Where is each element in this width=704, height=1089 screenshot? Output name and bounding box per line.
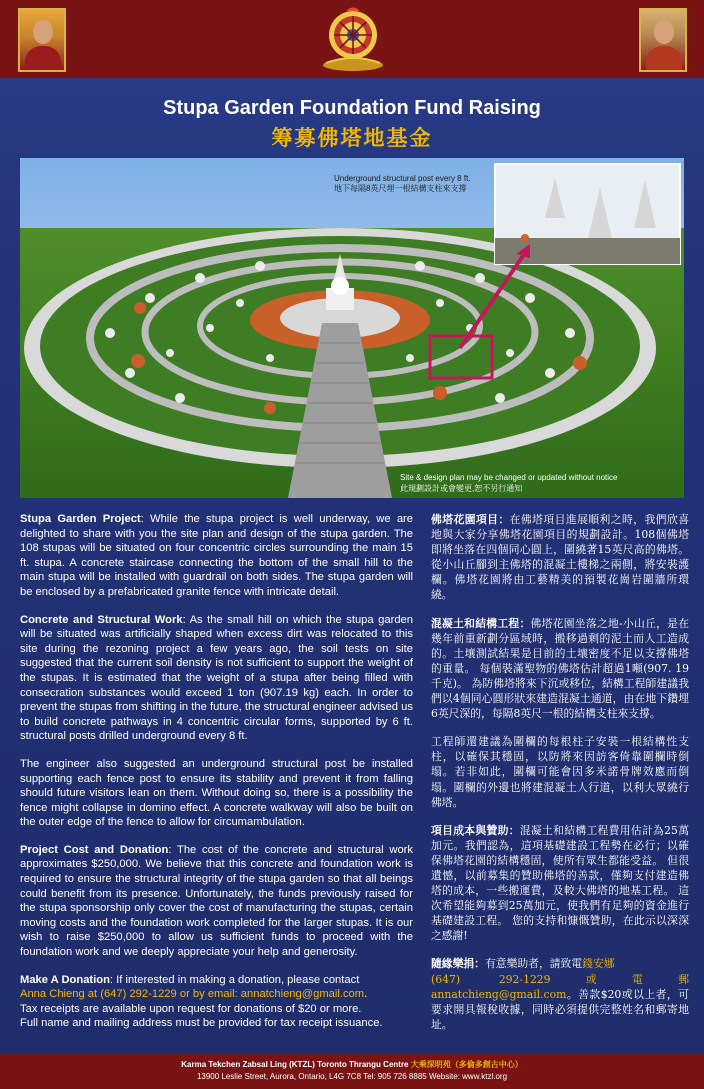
paragraph-heading: Stupa Garden Project <box>20 513 141 525</box>
project-cost-paragraph-zh <box>431 823 689 944</box>
paragraph-body: : As the small hill on which the stupa garden will be situated was artificially shaped when excess dirt was relocated to this site during the rezoning project a few years ago, the soil tests on site suggested that the current soil density is not sufficient to support the weight of the stupas. It is estimated that the weight of a stupa after being filled with consecration substances would exceed 1 ton (907.19 kg) each. In order to prevent the stupas from shifting in the future, the structural engineer advised us to build concrete pathways in 4 concentric circular forms, supported by 6 ft. structural posts drilled underground every 8 ft. <box>20 613 413 743</box>
dharma-wheel-emblem-icon <box>316 5 390 73</box>
contact-name-zh: 錢安娜 <box>582 957 615 971</box>
engineer-suggestion-paragraph-zh <box>431 734 689 809</box>
paragraph-heading: Project Cost and Donation <box>20 843 169 856</box>
footer-address: 13900 Leslie Street, Aurora, Ontario, L4G 7C8 Tel: 905 726 8885 Website: www.ktzl.org <box>196 1072 508 1081</box>
make-donation-paragraph-zh <box>431 956 689 1031</box>
stupa-garden-illustration <box>20 158 684 498</box>
paragraph-heading: 隨緣樂捐： <box>431 957 485 971</box>
paragraph-body: The engineer also suggested an underground structural post be installed supporting each fence post to ensure its stability and prevent it from falling should future visitors lean on them. Without doing so, there is a possibility the fence might collapse in domino effect. A concrete walkway will also be built on the outer edge of the fence to allow for circumambulation. <box>20 757 413 829</box>
concrete-structural-paragraph <box>20 613 413 744</box>
paragraph-heading: 佛塔花園項目： <box>431 513 510 526</box>
paragraph-heading: Make A Donation <box>20 973 110 986</box>
tax-receipt-note: Tax receipts are available upon request for donations of $20 or more. <box>20 1002 362 1015</box>
paragraph-body: : The cost of the concrete and structural work approximates $250,000. We believe that this concrete and foundation work is required to ensure the structural integrity of the stupa garden so that all beings could benefit from its presence. Unfortunately, the funds previously raised for the stupa sponsorship only cover the cost of manufacturing the stupas, certain moving costs and the foundation work completed for the larger stupas. It is our wish to raise $250,000 to allow us sufficient funds to proceed with the foundation work and we deeply appreciate your help and generosity. <box>20 843 413 959</box>
site-plan-disclaimer <box>400 472 617 494</box>
disclaimer-zh: 此規劃設計或會變更,恕不另行通知 <box>400 484 523 493</box>
organization-name-zh: 大乘深明苑（多倫多創古中心） <box>410 1060 523 1069</box>
tax-receipt-note-zh: 善款$20或以上者，可要求開具報稅收據，同時必須提供完整姓名和郵寄地址。 <box>431 987 690 1031</box>
disclaimer-en: Site & design plan may be changed or updated without notice <box>400 473 618 482</box>
concrete-structural-paragraph-zh <box>431 616 689 722</box>
punctuation: 。 <box>566 987 579 1001</box>
structural-post-note-zh: 地下每隔8英尺埋一根結構支柱來支撐 <box>334 184 467 193</box>
structural-post-note-en: Underground structural post every 8 ft. <box>334 174 471 183</box>
header-bar <box>0 0 704 78</box>
english-column <box>20 512 413 1044</box>
project-cost-paragraph <box>20 843 413 960</box>
paragraph-body: 混凝土和結構工程費用估計為25萬加元。我們認為，這項基礎建設工程勢在必行；以確保佛塔花園的結構穩固，使所有眾生都能受益。 但很遺憾，以前募集的贊助佛塔的善款，僅夠支付建造佛塔的成本，一些搬運費，及較大佛塔的地基工程。 這次希望能夠募到25萬加元，使我們有足夠的資金進行基礎建設工程。 您的支持和慷慨贊助，在此示以深深之感謝! <box>431 823 689 943</box>
paragraph-heading: Concrete and Structural Work <box>20 613 183 626</box>
paragraph-body: 在佛塔項目進展順利之時，我們欣喜地與大家分享佛塔花園項目的規劃設計。108個佛塔即將坐落在四個同心圓上，圍繞著15英尺高的佛塔。從小山丘腳到主佛塔的混凝土樓梯之兩側，將安裝護欄。佛塔花園將由工藝精美的預製花崗岩圍牆所環繞。 <box>431 513 689 602</box>
donation-contact: Anna Chieng at (647) 292-1229 or by email: annatchieng@gmail.com <box>20 988 365 1001</box>
footer-organization <box>0 1059 704 1070</box>
organization-name: Karma Tekchen Zabsal Ling (KTZL) Toronto Thrangu Centre <box>181 1060 409 1069</box>
page-title: Stupa Garden Foundation Fund Raising <box>163 97 541 119</box>
paragraph-body: 佛塔花園坐落之地-小山丘，是在幾年前重新劃分區域時，搬移過剩的泥土而人工造成的。土壤測試結果是目前的土壤密度不足以支撐佛塔的重量。 每個裝滿聖物的佛塔估計超過1噸(907. 19千克)。 為防佛塔將來下沉或移位，結構工程師建議我們以4個同心圓形狀來建造混凝土通道，由在地下鑽埋6英尺深的，每隔8英尺一根的結構支柱來支撐。 <box>431 616 689 721</box>
engineer-suggestion-paragraph <box>20 757 413 830</box>
make-donation-paragraph <box>20 973 413 1031</box>
paragraph-body: : If interested in making a donation, please contact <box>109 973 360 986</box>
stupa-garden-project-paragraph <box>20 512 413 600</box>
paragraph-body: : While the stupa project is well underway, we are delighted to share with you the site plan and design of the stupa garden. The 108 stupas will be situated on four concentric circles surrounding the main 15 ft. stupa. A concrete staircase connecting the bottom of the small hill to the main stupa will be installed with guardrail on both sides. The stupa garden will be enclosed by a prefabricated granite fence with intricate detail. <box>20 513 413 598</box>
tax-receipt-requirement: Full name and mailing address must be provided for tax receipt issuance. <box>20 1017 383 1030</box>
stupa-garden-project-paragraph-zh <box>431 512 689 603</box>
paragraph-body: 工程師還建議為圍欄的每根柱子安裝一根結構性支柱，以確保其穩固，以防將來因訪客倚靠圍欄時倒塌。若非如此，圍欄可能會因多米諾骨牌效應而倒塌。圍欄的外邊也將建混凝土人行道，以利大眾繞行佛塔。 <box>431 735 689 809</box>
structural-post-note <box>334 174 471 194</box>
paragraph-body: 有意樂助者，請致電 <box>484 957 583 971</box>
paragraph-heading: 項目成本與贊助： <box>431 823 520 837</box>
left-portrait-icon <box>18 8 66 72</box>
donation-contact-zh: (647) 292-1229或電郵annatchieng@gmail.com <box>431 972 689 1001</box>
punctuation: . <box>364 988 368 1001</box>
paragraph-heading: 混凝土和結構工程： <box>431 616 531 630</box>
stupa-garden-rendering <box>20 158 684 498</box>
page-title-chinese: 筹募佛塔地基金 <box>271 127 433 150</box>
chinese-column <box>431 512 689 1045</box>
right-portrait-icon <box>639 8 687 72</box>
footer-bar <box>0 1053 704 1089</box>
